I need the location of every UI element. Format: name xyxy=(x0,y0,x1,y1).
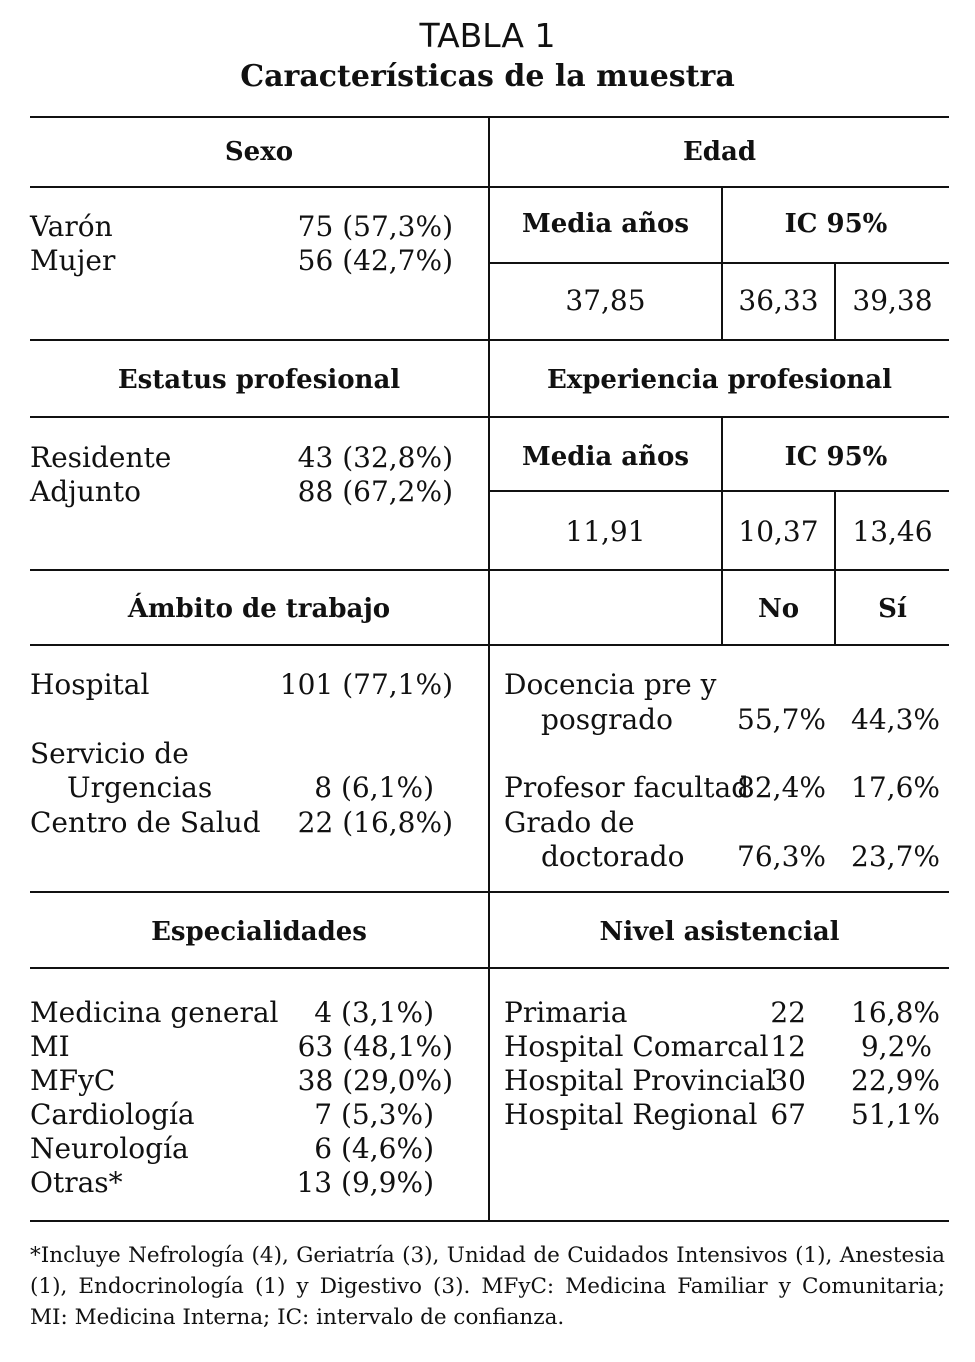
especialidad-value: 38 (29,0%) xyxy=(297,1064,453,1097)
estatus-label: Residente xyxy=(30,441,172,474)
sexo-value: 56 (42,7%) xyxy=(297,244,453,277)
ambito-label: Centro de Salud xyxy=(30,806,261,839)
experiencia-ic-low: 10,37 xyxy=(738,515,819,548)
ambito-value: 22 (16,8%) xyxy=(297,806,453,839)
ambito-value: 8 (6,1%) xyxy=(314,771,434,804)
edad-media-value: 37,85 xyxy=(565,284,646,317)
nivel-pct: 51,1% xyxy=(851,1098,940,1131)
table-footnote: *Incluye Nefrología (4), Geriatría (3), Unidad de Cuidados Intensivos (1), Anestesia (1), Endocrinología (1) y Digestivo (3). MFyC: Medicina Familiar y Comunitaria; MI: Medicina Interna; IC: intervalo de confianza. xyxy=(30,1243,945,1330)
especialidad-value: 4 (3,1%) xyxy=(314,996,434,1029)
experiencia-ic-high: 13,46 xyxy=(852,515,933,548)
edad-ic-high: 39,38 xyxy=(852,284,933,317)
experiencia-media-header: Media años xyxy=(521,442,689,472)
nivel-label: Hospital Comarcal xyxy=(504,1030,769,1063)
docencia-label-cont: doctorado xyxy=(541,840,685,873)
sexo-header: Sexo xyxy=(224,137,294,167)
rule xyxy=(489,490,949,492)
edad-media-header: Media años xyxy=(521,209,689,239)
docencia-label: Docencia pre y xyxy=(504,668,717,701)
edad-ic-low: 36,33 xyxy=(738,284,819,317)
ambito-label-cont: Urgencias xyxy=(67,771,213,804)
especialidades-header: Especialidades xyxy=(151,917,367,947)
rule xyxy=(489,262,949,264)
estatus-value: 43 (32,8%) xyxy=(297,441,453,474)
especialidad-label: Cardiología xyxy=(30,1098,195,1131)
docencia-label: Profesor facultad xyxy=(504,771,750,804)
docencia-label-cont: posgrado xyxy=(541,703,673,736)
nivel-label: Hospital Regional xyxy=(504,1098,758,1131)
docencia-label: Grado de xyxy=(504,806,635,839)
especialidad-label: MFyC xyxy=(30,1064,116,1097)
especialidad-value: 7 (5,3%) xyxy=(314,1098,434,1131)
nivel-pct: 22,9% xyxy=(851,1064,940,1097)
especialidad-value: 6 (4,6%) xyxy=(314,1132,434,1165)
experiencia-header: Experiencia profesional xyxy=(546,365,893,395)
especialidad-label: Neurología xyxy=(30,1132,189,1165)
nivel-pct: 9,2% xyxy=(860,1030,932,1063)
docencia-si-value: 17,6% xyxy=(851,771,940,804)
nivel-label: Hospital Provincial xyxy=(504,1064,775,1097)
especialidad-label: Otras* xyxy=(30,1166,123,1199)
docencia-si-header: Sí xyxy=(878,594,907,624)
especialidad-value: 13 (9,9%) xyxy=(296,1166,434,1199)
docencia-no-value: 76,3% xyxy=(737,840,826,873)
table-number: TABLA 1 xyxy=(419,16,556,55)
experiencia-media-value: 11,91 xyxy=(565,515,646,548)
docencia-no-value: 55,7% xyxy=(737,703,826,736)
edad-ic-header: IC 95% xyxy=(784,209,888,239)
docencia-no-value: 82,4% xyxy=(737,771,826,804)
especialidad-label: Medicina general xyxy=(30,996,279,1029)
nivel-n: 12 xyxy=(770,1030,806,1063)
nivel-pct: 16,8% xyxy=(851,996,940,1029)
especialidad-value: 63 (48,1%) xyxy=(297,1030,453,1063)
sexo-value: 75 (57,3%) xyxy=(297,210,453,243)
ambito-label: Servicio de xyxy=(30,737,189,770)
sexo-label: Mujer xyxy=(30,244,116,277)
docencia-si-value: 44,3% xyxy=(851,703,940,736)
nivel-n: 22 xyxy=(770,996,806,1029)
table-title: Características de la muestra xyxy=(240,59,735,94)
estatus-label: Adjunto xyxy=(30,475,142,508)
nivel-n: 30 xyxy=(770,1064,806,1097)
nivel-label: Primaria xyxy=(504,996,628,1029)
docencia-si-value: 23,7% xyxy=(851,840,940,873)
nivel-header: Nivel asistencial xyxy=(599,917,840,947)
edad-header: Edad xyxy=(682,137,757,167)
experiencia-ic-header: IC 95% xyxy=(784,442,888,472)
docencia-no-header: No xyxy=(757,594,800,624)
column-divider xyxy=(488,116,490,1222)
ambito-label: Hospital xyxy=(30,668,150,701)
ambito-header: Ámbito de trabajo xyxy=(127,594,391,624)
estatus-value: 88 (67,2%) xyxy=(297,475,453,508)
estatus-header: Estatus profesional xyxy=(117,365,401,395)
sexo-label: Varón xyxy=(30,210,113,243)
nivel-n: 67 xyxy=(770,1098,806,1131)
especialidad-label: MI xyxy=(30,1030,70,1063)
ambito-value: 101 (77,1%) xyxy=(279,668,453,701)
